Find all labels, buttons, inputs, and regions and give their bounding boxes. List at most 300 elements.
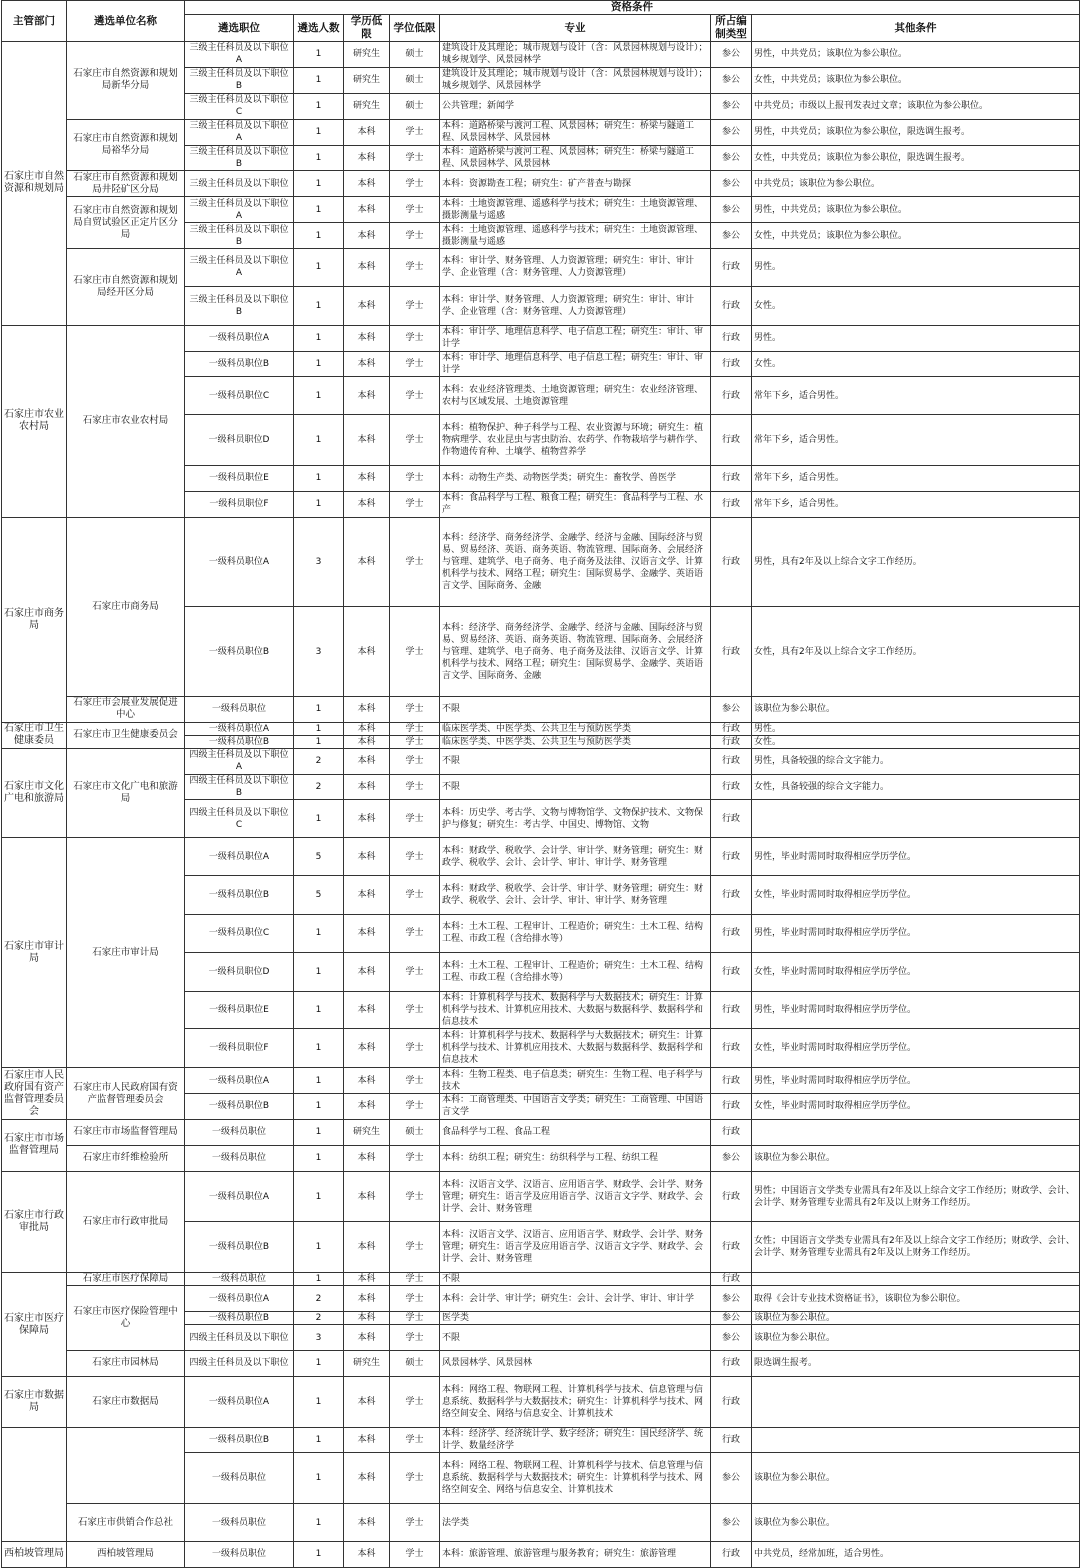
other-conditions-cell: 女性。 [752,286,1080,325]
degree-cell: 学士 [390,223,440,249]
count-cell: 1 [294,696,344,722]
dept-cell: 石家庄市审计局 [2,838,67,1068]
position-cell: 一级科员职位 [185,1453,294,1504]
position-cell: 一级科员职位 [185,1273,294,1286]
degree-cell: 学士 [390,325,440,351]
degree-cell: 学士 [390,1504,440,1542]
position-cell: 一级科员职位B [185,607,294,697]
education-cell: 本科 [344,800,390,838]
staffing-type-cell: 行政 [711,991,752,1029]
staffing-type-cell: 行政 [711,1068,752,1094]
degree-cell: 学士 [390,171,440,197]
staffing-type-cell: 参公 [711,223,752,249]
other-conditions-cell: 该职位为参公职位。 [752,696,1080,722]
education-cell: 本科 [344,286,390,325]
position-cell: 三级主任科员及以下职位B [185,67,294,93]
position-cell: 一级科员职位D [185,415,294,466]
degree-cell: 学士 [390,1029,440,1068]
header-count: 遴选人数 [294,15,344,42]
major-cell: 公共管理；新闻学 [440,93,711,119]
count-cell: 1 [294,1029,344,1068]
major-cell: 不限 [440,748,711,774]
major-cell: 不限 [440,774,711,800]
other-conditions-cell: 该职位为参公职位。 [752,1312,1080,1325]
education-cell: 本科 [344,991,390,1029]
position-cell: 一级科员职位 [185,1542,294,1568]
other-conditions-cell: 该职位为参公职位。 [752,1504,1080,1542]
other-conditions-cell: 男性。 [752,722,1080,735]
count-cell: 1 [294,1094,344,1120]
major-cell: 本科：历史学、考古学、文物与博物馆学、文物保护技术、文物保护与修复；研究生：考古学、中国史、博物馆、文物 [440,800,711,838]
position-cell: 四级主任科员及以下职位B [185,774,294,800]
major-cell: 本科：动物生产类、动物医学类；研究生：畜牧学、兽医学 [440,465,711,491]
position-cell: 三级主任科员及以下职位C [185,93,294,119]
degree-cell: 学士 [390,1145,440,1171]
education-cell: 本科 [344,774,390,800]
position-cell: 三级主任科员及以下职位B [185,286,294,325]
count-cell: 2 [294,1312,344,1325]
table-row [2,517,1080,607]
major-cell: 不限 [440,1325,711,1351]
table-header [2,1,1080,42]
education-cell: 本科 [344,1171,390,1222]
position-cell: 一级科员职位F [185,1029,294,1068]
degree-cell: 硕士 [390,67,440,93]
count-cell: 1 [294,1273,344,1286]
count-cell: 1 [294,735,344,748]
staffing-type-cell: 行政 [711,517,752,607]
staffing-type-cell: 行政 [711,325,752,351]
table-row [2,197,1080,223]
position-cell: 一级科员职位 [185,1145,294,1171]
count-cell: 3 [294,517,344,607]
dept-cell [2,1427,67,1541]
unit-cell: 石家庄市文化广电和旅游局 [67,748,185,838]
degree-cell: 学士 [390,774,440,800]
table-row [2,1376,1080,1427]
education-cell: 本科 [344,876,390,915]
education-cell: 本科 [344,1273,390,1286]
degree-cell: 学士 [390,1273,440,1286]
dept-cell: 石家庄市自然资源和规划局 [2,42,67,326]
degree-cell: 学士 [390,1453,440,1504]
table-row [2,722,1080,735]
position-cell: 一级科员职位A [185,1068,294,1094]
dept-cell: 石家庄市文化广电和旅游局 [2,748,67,838]
unit-cell: 石家庄市会展业发展促进中心 [67,696,185,722]
other-conditions-cell: 女性，具有2年及以上综合文字工作经历。 [752,607,1080,697]
other-conditions-cell: 取得《会计专业技术资格证书》，该职位为参公职位。 [752,1286,1080,1312]
table-row [2,838,1080,876]
degree-cell: 学士 [390,914,440,952]
major-cell: 本科：道路桥梁与渡河工程、风景园林；研究生：桥梁与隧道工程、风景园林学、风景园林 [440,145,711,171]
other-conditions-cell: 男性，中共党员；该职位为参公职位，限选调生报考。 [752,119,1080,145]
degree-cell: 学士 [390,465,440,491]
header-education: 学历低限 [344,15,390,42]
major-cell: 法学类 [440,1504,711,1542]
header-dept: 主管部门 [2,1,67,42]
staffing-type-cell: 行政 [711,1119,752,1145]
count-cell: 1 [294,145,344,171]
unit-cell: 石家庄市审计局 [67,838,185,1068]
other-conditions-cell: 男性，毕业时需同时取得相应学历学位。 [752,991,1080,1029]
other-conditions-cell: 常年下乡，适合男性。 [752,465,1080,491]
education-cell: 本科 [344,1376,390,1427]
unit-cell: 石家庄市自然资源和规划局新华分局 [67,42,185,120]
other-conditions-cell: 该职位为参公职位。 [752,1453,1080,1504]
staffing-type-cell: 行政 [711,377,752,415]
major-cell: 本科：工商管理类、中国语言文学类；研究生：工商管理、中国语言文学 [440,1094,711,1120]
education-cell: 本科 [344,952,390,991]
staffing-type-cell: 行政 [711,876,752,915]
major-cell: 医学类 [440,1312,711,1325]
degree-cell: 学士 [390,1427,440,1453]
major-cell: 本科：资源勘查工程；研究生：矿产普查与勘探 [440,171,711,197]
major-cell: 本科：网络工程、物联网工程、计算机科学与技术、信息管理与信息系统、数据科学与大数据技术；研究生：计算机科学与技术、网络空间安全、网络与信息安全、计算机技术 [440,1453,711,1504]
other-conditions-cell: 女性，毕业时需同时取得相应学历学位。 [752,876,1080,915]
other-conditions-cell: 男性，毕业时需同时取得相应学历学位。 [752,838,1080,876]
staffing-type-cell: 行政 [711,1350,752,1376]
position-cell: 一级科员职位C [185,914,294,952]
unit-cell: 石家庄市行政审批局 [67,1171,185,1273]
position-cell: 三级主任科员及以下职位A [185,119,294,145]
other-conditions-cell: 常年下乡，适合男性。 [752,491,1080,517]
major-cell: 本科：生物工程类、电子信息类；研究生：生物工程、电子科学与技术 [440,1068,711,1094]
position-cell: 一级科员职位E [185,465,294,491]
major-cell: 不限 [440,696,711,722]
staffing-type-cell: 参公 [711,1145,752,1171]
other-conditions-cell: 男性，具有2年及以上综合文字工作经历。 [752,517,1080,607]
staffing-type-cell: 行政 [711,914,752,952]
dept-cell: 石家庄市人民政府国有资产监督管理委员会 [2,1068,67,1120]
position-cell: 三级主任科员及以下职位A [185,197,294,223]
count-cell: 1 [294,1350,344,1376]
header-position: 遴选职位 [185,15,294,42]
table-row [2,1145,1080,1171]
other-conditions-cell: 女性。 [752,351,1080,377]
education-cell: 本科 [344,1504,390,1542]
major-cell: 本科：审计学、地理信息科学、电子信息工程；研究生：审计、审计学 [440,351,711,377]
other-conditions-cell: 男性；中国语言文学类专业需具有2年及以上综合文字工作经历；财政学、会计、会计学、财务管理专业需具有2年及以上财务工作经历。 [752,1171,1080,1222]
major-cell: 本科：土木工程、工程审计、工程造价；研究生：土木工程、结构工程、市政工程（含给排水等） [440,952,711,991]
dept-cell: 石家庄市商务局 [2,517,67,722]
degree-cell: 学士 [390,735,440,748]
staffing-type-cell: 行政 [711,800,752,838]
staffing-type-cell: 行政 [711,607,752,697]
count-cell: 1 [294,377,344,415]
position-cell: 一级科员职位F [185,491,294,517]
count-cell: 1 [294,171,344,197]
count-cell: 5 [294,838,344,876]
degree-cell: 学士 [390,1094,440,1120]
count-cell: 5 [294,876,344,915]
dept-cell: 石家庄市数据局 [2,1376,67,1427]
position-cell: 一级科员职位A [185,1286,294,1312]
degree-cell: 学士 [390,491,440,517]
other-conditions-cell: 男性，具备较强的综合文字能力。 [752,748,1080,774]
position-cell: 一级科员职位A [185,838,294,876]
degree-cell: 学士 [390,991,440,1029]
major-cell: 本科：汉语言文学、汉语言、应用语言学、财政学、会计学、财务管理；研究生：语言学及应用语言学、汉语言文字学、财政学、会计学、会计、财务管理 [440,1171,711,1222]
table-row [2,42,1080,68]
education-cell: 本科 [344,119,390,145]
count-cell: 1 [294,991,344,1029]
major-cell: 本科：农业经济管理类、土地资源管理；研究生：农业经济管理、农村与区域发展、土地资源管理 [440,377,711,415]
table-row [2,1273,1080,1286]
table-row [2,249,1080,287]
major-cell: 本科：经济学、商务经济学、金融学、经济与金融、国际经济与贸易、贸易经济、英语、商务英语、物流管理、国际商务、会展经济与管理、建筑学、电子商务、电子商务及法律、汉语言文学、计算机科学与技术、网络工程；研究生：国际贸易学、金融学、英语语言文学、国际商务、金融 [440,517,711,607]
major-cell: 临床医学类、中医学类、公共卫生与预防医学类 [440,722,711,735]
degree-cell: 学士 [390,722,440,735]
education-cell: 本科 [344,1325,390,1351]
unit-cell: 石家庄市人民政府国有资产监督管理委员会 [67,1068,185,1120]
count-cell: 2 [294,748,344,774]
major-cell: 本科：财政学、税收学、会计学、审计学、财务管理；研究生：财政学、税收学、会计、会计学、审计、审计学、财务管理 [440,838,711,876]
other-conditions-cell [752,1119,1080,1145]
staffing-type-cell: 行政 [711,286,752,325]
dept-cell: 石家庄市市场监督管理局 [2,1119,67,1171]
position-cell: 一级科员职位A [185,1376,294,1427]
header-major: 专业 [440,15,711,42]
degree-cell: 学士 [390,119,440,145]
education-cell: 本科 [344,197,390,223]
unit-cell: 石家庄市医疗保障局 [67,1273,185,1286]
dept-cell: 石家庄市医疗保障局 [2,1273,67,1377]
position-cell: 四级主任科员及以下职位 [185,1350,294,1376]
education-cell: 本科 [344,325,390,351]
dept-cell: 石家庄市行政审批局 [2,1171,67,1273]
degree-cell: 学士 [390,838,440,876]
other-conditions-cell: 限选调生报考。 [752,1350,1080,1376]
major-cell: 食品科学与工程、食品工程 [440,1119,711,1145]
other-conditions-cell: 女性，具备较强的综合文字能力。 [752,774,1080,800]
degree-cell: 学士 [390,800,440,838]
major-cell: 本科：网络工程、物联网工程、计算机科学与技术、信息管理与信息系统、数据科学与大数据技术；研究生：计算机科学与技术、网络空间安全、网络与信息安全、计算机技术 [440,1376,711,1427]
count-cell: 1 [294,1119,344,1145]
major-cell: 本科：审计学、财务管理、人力资源管理；研究生：审计、审计学、企业管理（含：财务管理、人力资源管理） [440,286,711,325]
education-cell: 本科 [344,1286,390,1312]
other-conditions-cell [752,800,1080,838]
position-cell: 一级科员职位 [185,696,294,722]
education-cell: 本科 [344,1312,390,1325]
count-cell: 1 [294,914,344,952]
unit-cell: 西柏坡管理局 [67,1542,185,1568]
staffing-type-cell: 参公 [711,67,752,93]
education-cell: 本科 [344,607,390,697]
count-cell: 1 [294,491,344,517]
unit-cell: 石家庄市自然资源和规划局裕华分局 [67,119,185,171]
table-row [2,325,1080,351]
count-cell: 1 [294,197,344,223]
count-cell: 1 [294,286,344,325]
position-cell: 一级科员职位D [185,952,294,991]
degree-cell: 学士 [390,1222,440,1273]
degree-cell: 学士 [390,249,440,287]
table-row [2,748,1080,774]
other-conditions-cell: 该职位为参公职位。 [752,1145,1080,1171]
dept-cell: 石家庄市卫生健康委员 [2,722,67,748]
degree-cell: 学士 [390,286,440,325]
education-cell: 本科 [344,223,390,249]
position-cell: 一级科员职位B [185,1094,294,1120]
position-cell: 三级主任科员及以下职位B [185,223,294,249]
staffing-type-cell: 行政 [711,1029,752,1068]
position-cell: 一级科员职位A [185,722,294,735]
major-cell: 临床医学类、中医学类、公共卫生与预防医学类 [440,735,711,748]
education-cell: 本科 [344,465,390,491]
degree-cell: 学士 [390,1171,440,1222]
staffing-type-cell: 参公 [711,145,752,171]
staffing-type-cell: 行政 [711,491,752,517]
education-cell: 本科 [344,491,390,517]
table-row [2,1542,1080,1568]
education-cell: 本科 [344,351,390,377]
count-cell: 1 [294,1068,344,1094]
other-conditions-cell: 男性，毕业时需同时取得相应学历学位。 [752,914,1080,952]
education-cell: 本科 [344,1094,390,1120]
degree-cell: 学士 [390,415,440,466]
table-row [2,1171,1080,1222]
position-cell: 一级科员职位A [185,1171,294,1222]
count-cell: 1 [294,325,344,351]
staffing-type-cell: 参公 [711,93,752,119]
count-cell: 1 [294,1171,344,1222]
position-cell: 一级科员职位C [185,377,294,415]
count-cell: 3 [294,1325,344,1351]
header-staffing-type: 所占编制类型 [711,15,752,42]
staffing-type-cell: 行政 [711,1094,752,1120]
staffing-type-cell: 参公 [711,1504,752,1542]
other-conditions-cell: 男性，中共党员；该职位为参公职位。 [752,197,1080,223]
staffing-type-cell: 参公 [711,197,752,223]
degree-cell: 学士 [390,1068,440,1094]
unit-cell: 石家庄市供销合作总社 [67,1504,185,1542]
staffing-type-cell: 参公 [711,696,752,722]
degree-cell: 学士 [390,197,440,223]
position-cell: 一级科员职位 [185,1504,294,1542]
major-cell: 本科：植物保护、种子科学与工程、农业资源与环境；研究生：植物病理学、农业昆虫与害虫防治、农药学、作物栽培学与耕作学、作物遗传育种、土壤学、植物营养学 [440,415,711,466]
unit-cell [67,1427,185,1504]
count-cell: 1 [294,249,344,287]
degree-cell: 学士 [390,876,440,915]
degree-cell: 学士 [390,1312,440,1325]
unit-cell: 石家庄市卫生健康委员会 [67,722,185,748]
major-cell: 本科：纺织工程；研究生：纺织科学与工程、纺织工程 [440,1145,711,1171]
major-cell: 建筑设计及其理论；城市规划与设计（含：风景园林规划与设计）；城乡规划学、风景园林学 [440,67,711,93]
other-conditions-cell: 男性。 [752,325,1080,351]
count-cell: 1 [294,1376,344,1427]
degree-cell: 学士 [390,748,440,774]
education-cell: 研究生 [344,42,390,68]
position-cell: 一级科员职位B [185,1427,294,1453]
degree-cell: 学士 [390,377,440,415]
count-cell: 1 [294,1542,344,1568]
major-cell: 本科：土地资源管理、遥感科学与技术；研究生：土地资源管理、摄影测量与遥感 [440,223,711,249]
major-cell: 建筑设计及其理论；城市规划与设计（含：风景园林规划与设计）；城乡规划学、风景园林学 [440,42,711,68]
count-cell: 1 [294,722,344,735]
unit-cell: 石家庄市自然资源和规划局自贸试验区正定片区分局 [67,197,185,249]
major-cell: 本科：会计学、审计学；研究生：会计、会计学、审计、审计学 [440,1286,711,1312]
other-conditions-cell: 男性，毕业时需同时取得相应学历学位。 [752,1068,1080,1094]
education-cell: 本科 [344,249,390,287]
table-row [2,696,1080,722]
staffing-type-cell: 行政 [711,1222,752,1273]
position-cell: 一级科员职位A [185,325,294,351]
position-cell: 一级科员职位B [185,351,294,377]
staffing-type-cell: 参公 [711,42,752,68]
education-cell: 本科 [344,1453,390,1504]
unit-cell: 石家庄市自然资源和规划局井陉矿区分局 [67,171,185,197]
staffing-type-cell: 行政 [711,1376,752,1427]
count-cell: 1 [294,800,344,838]
unit-cell: 石家庄市商务局 [67,517,185,696]
table-row [2,119,1080,145]
count-cell: 1 [294,1427,344,1453]
degree-cell: 学士 [390,696,440,722]
education-cell: 研究生 [344,1350,390,1376]
count-cell: 2 [294,774,344,800]
other-conditions-cell: 女性。 [752,735,1080,748]
degree-cell: 学士 [390,351,440,377]
major-cell: 本科：经济学、经济统计学、数字经济；研究生：国民经济学、统计学、数量经济学 [440,1427,711,1453]
position-cell: 一级科员职位B [185,1222,294,1273]
staffing-type-cell: 行政 [711,1427,752,1453]
table-row [2,1119,1080,1145]
other-conditions-cell [752,1273,1080,1286]
other-conditions-cell: 女性，毕业时需同时取得相应学历学位。 [752,952,1080,991]
degree-cell: 硕士 [390,1119,440,1145]
position-cell: 四级主任科员及以下职位A [185,748,294,774]
count-cell: 1 [294,1504,344,1542]
staffing-type-cell: 行政 [711,774,752,800]
education-cell: 研究生 [344,1119,390,1145]
count-cell: 1 [294,67,344,93]
table-row [2,1068,1080,1094]
count-cell: 3 [294,607,344,697]
major-cell: 本科：食品科学与工程、粮食工程；研究生：食品科学与工程、水产 [440,491,711,517]
count-cell: 1 [294,93,344,119]
count-cell: 1 [294,1222,344,1273]
other-conditions-cell [752,1427,1080,1453]
education-cell: 本科 [344,1222,390,1273]
major-cell: 本科：土地资源管理、遥感科学与技术；研究生：土地资源管理、摄影测量与遥感 [440,197,711,223]
count-cell: 1 [294,1145,344,1171]
table-body [2,42,1080,1568]
education-cell: 本科 [344,171,390,197]
education-cell: 本科 [344,1427,390,1453]
table-row [2,1427,1080,1453]
position-cell: 三级主任科员及以下职位A [185,42,294,68]
staffing-type-cell: 行政 [711,1273,752,1286]
degree-cell: 硕士 [390,42,440,68]
other-conditions-cell: 中共党员，经常加班，适合男性。 [752,1542,1080,1568]
education-cell: 本科 [344,914,390,952]
education-cell: 本科 [344,748,390,774]
major-cell: 本科：旅游管理、旅游管理与服务教育；研究生：旅游管理 [440,1542,711,1568]
other-conditions-cell: 女性，中共党员；该职位为参公职位。 [752,67,1080,93]
staffing-type-cell: 参公 [711,119,752,145]
education-cell: 本科 [344,696,390,722]
staffing-type-cell: 行政 [711,415,752,466]
header-group: 资格条件 [185,1,1080,15]
position-cell: 一级科员职位B [185,876,294,915]
education-cell: 研究生 [344,67,390,93]
other-conditions-cell: 中共党员；市级以上报刊发表过文章；该职位为参公职位。 [752,93,1080,119]
staffing-type-cell: 行政 [711,952,752,991]
degree-cell: 学士 [390,952,440,991]
table-row [2,1350,1080,1376]
count-cell: 1 [294,415,344,466]
